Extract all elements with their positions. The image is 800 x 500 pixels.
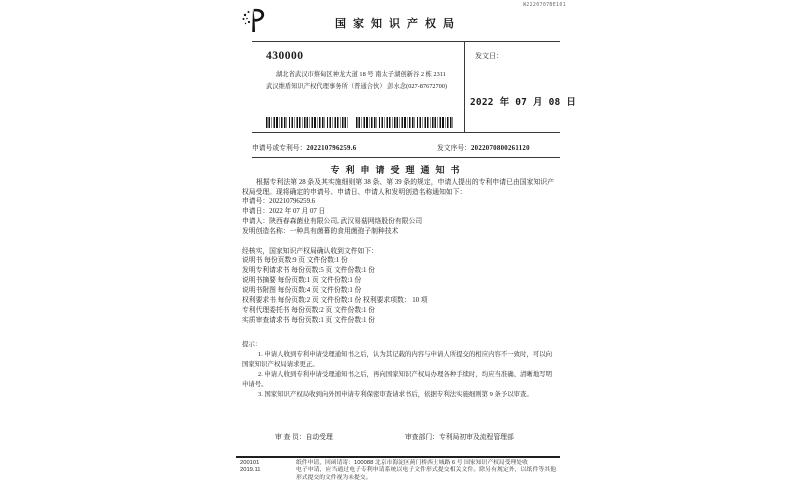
examiner-value: 自动受理 bbox=[305, 434, 333, 441]
confirmation-line: 经核实，国家知识产权局确认收到文件如下： bbox=[242, 248, 378, 255]
note-item: 1. 申请人收到专利申请受理通知书之后，认为其记载的内容与申请人所提交的相应内容不一致时，可以向国家知识产权局请求更正。 bbox=[242, 351, 552, 368]
dispatch-date-value: 2022 年 07 月 08 日 bbox=[470, 97, 577, 108]
examiner-label: 审 查 员： bbox=[275, 434, 306, 441]
received-documents-list bbox=[242, 256, 554, 326]
list-item: 说明书 每份页数:9 页 文件份数:1 份 bbox=[242, 257, 348, 264]
field-invention-title: 发明创造名称：一种具有菌幕的食用菌孢子制种技术 bbox=[242, 228, 399, 235]
application-number-label: 申请号或专利号： bbox=[252, 145, 307, 152]
top-serial-number: W2220707BE101 bbox=[522, 2, 566, 8]
application-number-value: 202210796259.6 bbox=[306, 145, 357, 152]
field-applicant: 申请人：陕西春森菌业有限公司, 武汉易菇网络股份有限公司 bbox=[242, 218, 423, 225]
form-codes bbox=[240, 460, 261, 475]
barcode bbox=[356, 117, 453, 128]
footer-note-electronic: 电子申请，应当通过电子专利申请系统以电子文件形式提交相关文件。除另有规定外，以纸件等其他形式提交的文件视为未提交。 bbox=[296, 467, 556, 481]
list-item: 专利代理委托书 每份页数:2 页 文件份数:1 份 bbox=[242, 307, 375, 314]
recipient-address-line1: 湖北省武汉市蔡甸区神龙大道 18 号 南太子湖创新谷 2 栋 2311 bbox=[276, 71, 446, 78]
dispatch-serial bbox=[437, 142, 530, 152]
office-name: 国家知识产权局 bbox=[335, 18, 461, 30]
recipient-dispatch-table bbox=[252, 41, 577, 133]
review-department bbox=[405, 431, 514, 441]
intro-paragraph bbox=[242, 178, 554, 198]
barcode bbox=[266, 117, 348, 128]
field-application-number: 申请号：202210796259.6 bbox=[242, 198, 316, 205]
dispatch-date-label: 发文日： bbox=[475, 52, 503, 60]
examiner bbox=[275, 431, 333, 441]
recipient-address-line2: 武汉维盾知识产权代理事务所（普通合伙） 彭水念(027-87672700) bbox=[266, 83, 448, 90]
note-item: 3. 国家知识产权局收到向外国申请专利保密审查请求书后，依据专利法实施细则第 9 条予以审查。 bbox=[258, 391, 533, 398]
list-item: 实质审查请求书 每份页数:1 页 文件份数:1 份 bbox=[242, 317, 375, 324]
reference-row bbox=[252, 142, 560, 152]
notes-section bbox=[242, 340, 552, 400]
notes-label: 提示： bbox=[242, 341, 262, 348]
footer-divider-line bbox=[236, 456, 560, 458]
note-item: 2. 申请人收到专利申请受理通知书之后，再向国家知识产权局办理各种手续时，均应当准确、清晰地写明申请号。 bbox=[242, 371, 552, 388]
list-item: 权利要求书 每份页数:2 页 文件份数:1 份 权利要求项数： 10 项 bbox=[242, 297, 428, 304]
document-title: 专利申请受理通知书 bbox=[330, 165, 466, 175]
intro-text: 根据专利法第 28 条及其实施细则第 38 条、第 39 条的规定，申请人提出的专利申请已由国家知识产权局受理。现将确定的申请号、申请日、申请人和发明创造名称通知如下： bbox=[242, 179, 554, 196]
patent-acceptance-notice-document bbox=[228, 0, 577, 500]
dispatch-date-cell bbox=[464, 42, 577, 132]
application-fields bbox=[242, 197, 554, 237]
divider-line bbox=[252, 157, 560, 158]
review-department-value: 专利局初审及流程管理部 bbox=[438, 434, 514, 441]
footer-note-paper: 纸件申请，回函请寄：100088 北京市海淀区蓟门桥西土城路 6 号 国家知识产权局受理处收 bbox=[296, 460, 528, 466]
field-application-date: 申请日：2022 年 07 月 07 日 bbox=[242, 208, 326, 215]
dispatch-serial-label: 发文序号： bbox=[437, 145, 471, 152]
form-code: 200101 bbox=[240, 460, 260, 466]
list-item: 说明书附图 每份页数:4 页 文件份数:1 份 bbox=[242, 287, 362, 294]
review-department-label: 审查部门： bbox=[405, 434, 439, 441]
recipient-postcode: 430000 bbox=[266, 50, 304, 62]
list-item: 说明书摘要 每份页数:1 页 文件份数:1 份 bbox=[242, 277, 362, 284]
dispatch-serial-value: 2022070800261120 bbox=[470, 145, 530, 152]
footer-notes bbox=[296, 460, 556, 482]
list-item: 发明专利请求书 每份页数:5 页 文件份数:1 份 bbox=[242, 267, 375, 274]
form-version: 2019.11 bbox=[240, 467, 261, 474]
